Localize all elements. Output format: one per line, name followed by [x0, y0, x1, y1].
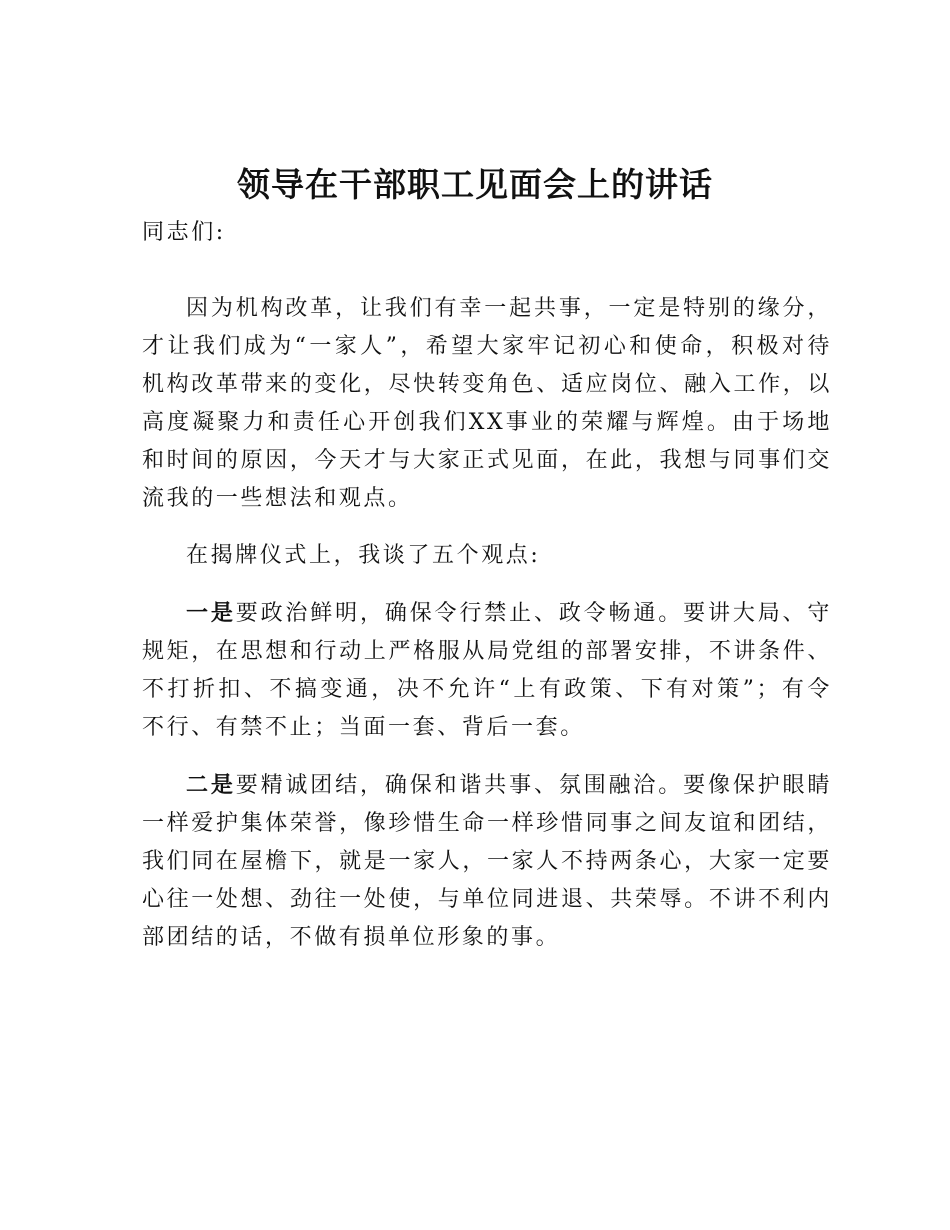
paragraph-text: 因为机构改革，让我们有幸一起共事，一定是特别的缘分，才让我们成为“一家人”，希望大家牢记初心和使命，积极对待机构改革带来的变化，尽快转变角色、适应岗位、融入工作，以高度凝聚力和责任心开创我们XX事业的荣耀与辉煌。由于场地和时间的原因，今天才与大家正式见面，在此，我想与同事们交流我的一些想法和观点。 — [142, 296, 832, 511]
paragraph-lead: 二是 — [186, 772, 236, 798]
paragraph-text: 在揭牌仪式上，我谈了五个观点: — [186, 543, 541, 568]
paragraph-five-points — [142, 537, 832, 575]
paragraph-intro — [142, 290, 832, 518]
paragraph-point-one — [142, 594, 832, 747]
paragraph-text: 要精诚团结，确保和谐共事、氛围融洽。要像保护眼睛一样爱护集体荣誉，像珍惜生命一样珍惜同事之间友谊和团结，我们同在屋檐下，就是一家人，一家人不持两条心，大家一定要心往一处想、劲往一处使，与单位同进退、共荣辱。不讲不利内部团结的话，不做有损单位形象的事。 — [142, 773, 832, 950]
paragraph-text: 要政治鲜明，确保令行禁止、政令畅通。要讲大局、守规矩，在思想和行动上严格服从局党组的部署安排，不讲条件、不打折扣、不搞变通，决不允许“上有政策、下有对策”；有令不行、有禁不止；当面一套、背后一套。 — [142, 601, 832, 740]
document-title: 领导在干部职工见面会上的讲话 — [237, 165, 713, 204]
document-body — [142, 214, 832, 976]
salutation: 同志们: — [142, 220, 226, 245]
paragraph-point-two — [142, 766, 832, 957]
paragraph-lead: 一是 — [186, 600, 236, 626]
